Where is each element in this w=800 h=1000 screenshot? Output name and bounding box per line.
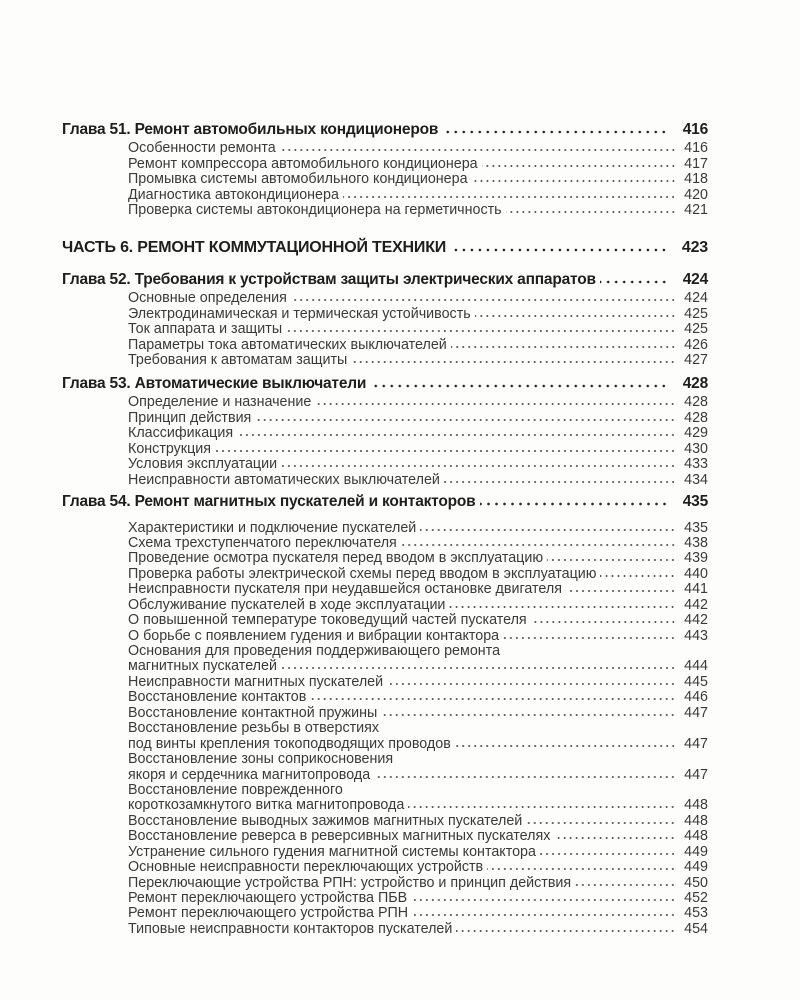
page-number: 452 — [684, 890, 708, 906]
entry-title: Особенности ремонта — [128, 140, 276, 156]
dot-leader — [408, 805, 676, 809]
entry-title: Ток аппарата и защиты — [128, 321, 283, 338]
page-number: 448 — [684, 812, 708, 829]
page-number: 445 — [684, 673, 708, 690]
toc-entry[interactable] — [62, 426, 708, 442]
dot-leader — [566, 589, 676, 593]
dot-leader — [374, 775, 676, 779]
dot-leader — [420, 528, 676, 532]
toc-entry[interactable] — [62, 307, 708, 323]
chapter-heading[interactable] — [62, 373, 708, 395]
dot-leader — [472, 179, 676, 183]
part-section — [62, 236, 708, 260]
dot-leader — [506, 210, 676, 214]
toc-entry[interactable] — [62, 675, 708, 690]
entry-title: Схема трехступенчатого переключателя — [128, 534, 397, 551]
table-of-contents — [62, 119, 708, 937]
entry-title: Переключающие устройства РПН: устройство и принцип действия — [128, 874, 572, 891]
toc-entry[interactable] — [62, 814, 708, 829]
part-heading[interactable] — [62, 236, 708, 260]
dot-leader — [480, 502, 669, 506]
toc-entry[interactable] — [62, 737, 708, 752]
entry-title: Конструкция — [128, 440, 211, 457]
entry-title: Определение и назначение — [128, 393, 312, 410]
page-number: 444 — [684, 658, 708, 675]
page-number: 428 — [684, 409, 708, 426]
entry-title: Параметры тока автоматических выключателей — [128, 336, 447, 353]
entry-title: Восстановление резьбы в отверстиях — [128, 720, 380, 737]
dot-leader — [281, 464, 676, 468]
page-number: 420 — [684, 186, 708, 203]
dot-leader — [387, 682, 676, 686]
entry-title: Восстановление поврежденного — [128, 781, 343, 798]
toc-entry[interactable] — [62, 322, 708, 338]
chapter-heading[interactable] — [62, 491, 708, 513]
toc-entry[interactable] — [62, 536, 708, 551]
dot-leader — [444, 480, 676, 484]
dot-leader — [456, 929, 676, 933]
entry-title: Устранение сильного гудения магнитной системы контактора — [128, 843, 536, 860]
page-number: 449 — [684, 843, 708, 860]
toc-entry[interactable] — [62, 395, 708, 411]
toc-entry[interactable] — [62, 891, 708, 906]
entry-title: Неисправности магнитных пускателей — [128, 673, 384, 690]
chapter-section — [62, 491, 708, 938]
page-number: 429 — [684, 425, 708, 442]
page-number: 446 — [684, 689, 708, 706]
entry-title: Проведение осмотра пускателя перед вводом в эксплуатацию — [128, 550, 544, 567]
dot-leader — [281, 666, 676, 670]
toc-entry[interactable] — [62, 203, 708, 219]
chapter-heading[interactable] — [62, 119, 708, 141]
toc-entry[interactable] — [62, 473, 708, 489]
toc-entry[interactable] — [62, 876, 708, 891]
entry-title: короткозамкнутого витка магнитопровода — [128, 797, 405, 814]
toc-entry[interactable] — [62, 567, 708, 582]
entry-title: Восстановление зоны соприкосновения — [128, 751, 394, 768]
page-number: 442 — [684, 612, 708, 629]
page-number: 453 — [684, 905, 708, 922]
entry-title: Требования к автоматам защиты — [128, 352, 348, 369]
page-number: 421 — [684, 202, 708, 219]
dot-leader — [526, 821, 676, 825]
toc-entry-line[interactable] — [62, 721, 708, 736]
chapter-section — [62, 373, 708, 489]
toc-entry[interactable] — [62, 598, 708, 613]
entry-title: Глава 54. Ремонт магнитных пускателей и контакторов — [62, 492, 476, 510]
chapter-section — [62, 119, 708, 219]
dot-leader — [215, 449, 676, 453]
page-number: 448 — [684, 797, 708, 814]
entry-title: Проверка работы электрической схемы перед вводом в эксплуатацию — [128, 565, 597, 582]
entry-title: Восстановление реверса в реверсивных магнитных пускателях — [128, 828, 551, 845]
page-number: 435 — [684, 519, 708, 536]
dot-leader — [401, 543, 676, 547]
page-number: 454 — [684, 920, 708, 937]
page-number: 423 — [681, 238, 708, 256]
toc-entry[interactable] — [62, 411, 708, 427]
page-number: 417 — [684, 155, 708, 172]
page-number: 443 — [684, 627, 708, 644]
chapter-section — [62, 269, 708, 369]
toc-entry-line[interactable] — [62, 644, 708, 659]
entry-title: Условия эксплуатации — [128, 456, 278, 473]
page-number: 441 — [684, 581, 708, 598]
page-number: 447 — [684, 704, 708, 721]
page-number: 438 — [684, 534, 708, 551]
dot-leader — [280, 148, 676, 152]
page-number: 425 — [684, 305, 708, 322]
dot-leader — [237, 433, 676, 437]
toc-entry[interactable] — [62, 829, 708, 844]
entry-title: Диагностика автокондиционера — [128, 186, 339, 203]
entry-title: Основные определения — [128, 289, 287, 306]
entry-title: О борьбе с появлением гудения и вибрации контактора — [128, 627, 500, 644]
toc-entry[interactable] — [62, 845, 708, 860]
toc-entry[interactable] — [62, 338, 708, 354]
toc-entry[interactable] — [62, 613, 708, 628]
page-number: 428 — [684, 393, 708, 410]
entry-title: Неисправности пускателя при неудавшейся остановке двигателя — [128, 581, 562, 598]
page-number: 427 — [684, 352, 708, 369]
toc-entry[interactable] — [62, 690, 708, 705]
page-number: 442 — [684, 596, 708, 613]
toc-entry[interactable] — [62, 157, 708, 173]
dot-leader — [600, 280, 668, 284]
dot-leader — [554, 836, 676, 840]
entry-title: магнитных пускателей — [128, 658, 277, 675]
entry-title: под винты крепления токоподводящих проводов — [128, 735, 451, 752]
entry-title: Основания для проведения поддерживающего ремонта — [128, 643, 501, 659]
entry-title: Обслуживание пускателей в ходе эксплуатации — [128, 596, 446, 613]
dot-leader — [531, 620, 676, 624]
dot-leader — [575, 883, 676, 887]
dot-leader — [412, 913, 676, 917]
toc-entry-line[interactable] — [62, 783, 708, 798]
entry-title: Ремонт переключающего устройства РПН — [128, 905, 409, 922]
entry-title: Неисправности автоматических выключателей — [128, 471, 440, 488]
page-number: 430 — [684, 440, 708, 457]
toc-entry[interactable] — [62, 798, 708, 813]
entry-title: Глава 52. Требования к устройствам защиты электрических аппаратов — [62, 270, 596, 288]
toc-entry[interactable] — [62, 521, 708, 536]
dot-leader — [351, 360, 676, 364]
entry-title: Принцип действия — [128, 409, 252, 426]
page-number: 416 — [684, 140, 708, 156]
dot-leader — [451, 345, 676, 349]
entry-title: ЧАСТЬ 6. РЕМОНТ КОММУТАЦИОННОЙ ТЕХНИКИ — [62, 238, 447, 256]
entry-title: Восстановление контактной пружины — [128, 704, 378, 721]
page-number: 424 — [684, 289, 708, 306]
chapter-heading[interactable] — [62, 269, 708, 291]
toc-entry[interactable] — [62, 582, 708, 597]
entry-title: Глава 53. Автоматические выключатели — [62, 374, 367, 392]
dot-leader — [600, 574, 676, 578]
dot-leader — [255, 418, 676, 422]
entry-title: Ремонт компрессора автомобильного кондиционера — [128, 155, 478, 172]
toc-entry[interactable] — [62, 291, 708, 307]
toc-entry[interactable] — [62, 172, 708, 188]
entry-title: якоря и сердечника магнитопровода — [128, 766, 371, 783]
page-number: 439 — [684, 550, 708, 567]
page-number: 449 — [684, 859, 708, 876]
dot-leader — [450, 248, 668, 252]
toc-entry[interactable] — [62, 353, 708, 369]
page-number: 418 — [684, 171, 708, 188]
page-number: 416 — [682, 121, 708, 138]
toc-entry[interactable] — [62, 659, 708, 674]
dot-leader — [487, 867, 676, 871]
dot-leader — [343, 195, 676, 199]
page-number: 435 — [682, 492, 708, 510]
page-number: 447 — [684, 735, 708, 752]
entry-title: Проверка системы автокондиционера на герметичность — [128, 202, 502, 219]
entry-title: Типовые неисправности контакторов пускателей — [128, 920, 453, 937]
dot-leader — [381, 713, 676, 717]
toc-entry[interactable] — [62, 629, 708, 644]
page-number: 425 — [684, 321, 708, 338]
toc-entry[interactable] — [62, 141, 708, 157]
page-number: 450 — [684, 874, 708, 891]
entry-title: Характеристики и подключение пускателей — [128, 519, 417, 536]
dot-leader — [370, 384, 668, 388]
page-number: 428 — [682, 374, 708, 392]
entry-title: Восстановление выводных зажимов магнитных пускателей — [128, 812, 523, 829]
dot-leader — [442, 130, 668, 134]
dot-leader — [455, 744, 676, 748]
toc-entry[interactable] — [62, 442, 708, 458]
entry-title: Электродинамическая и термическая устойчивость — [128, 305, 471, 322]
toc-entry[interactable] — [62, 551, 708, 566]
entry-title: Промывка системы автомобильного кондиционера — [128, 171, 468, 188]
dot-leader — [315, 402, 676, 406]
toc-entry[interactable] — [62, 457, 708, 473]
toc-entry[interactable] — [62, 860, 708, 875]
toc-entry[interactable] — [62, 906, 708, 921]
page-number: 434 — [684, 471, 708, 488]
toc-entry-line[interactable] — [62, 752, 708, 767]
entry-title: Основные неисправности переключающих устройств — [128, 859, 484, 876]
dot-leader — [286, 329, 676, 333]
dot-leader — [475, 314, 676, 318]
entry-title: Глава 51. Ремонт автомобильных кондиционеров — [62, 121, 439, 138]
dot-leader — [547, 558, 676, 562]
toc-entry[interactable] — [62, 706, 708, 721]
dot-leader — [411, 898, 676, 902]
entry-title: Восстановление контактов — [128, 689, 307, 706]
dot-leader — [540, 852, 676, 856]
dot-leader — [503, 636, 676, 640]
dot-leader — [482, 164, 676, 168]
page-number: 424 — [682, 270, 708, 288]
page-number: 440 — [684, 565, 708, 582]
entry-title: Ремонт переключающего устройства ПБВ — [128, 890, 408, 906]
toc-entry[interactable] — [62, 188, 708, 204]
page-number: 448 — [684, 828, 708, 845]
entry-title: О повышенной температуре токоведущий частей пускателя — [128, 612, 527, 629]
dot-leader — [449, 605, 676, 609]
page-number: 426 — [684, 336, 708, 353]
dot-leader — [310, 697, 676, 701]
toc-entry[interactable] — [62, 922, 708, 937]
toc-entry[interactable] — [62, 768, 708, 783]
page-number: 433 — [684, 456, 708, 473]
page-number: 447 — [684, 766, 708, 783]
dot-leader — [291, 298, 676, 302]
entry-title: Классификация — [128, 425, 234, 442]
